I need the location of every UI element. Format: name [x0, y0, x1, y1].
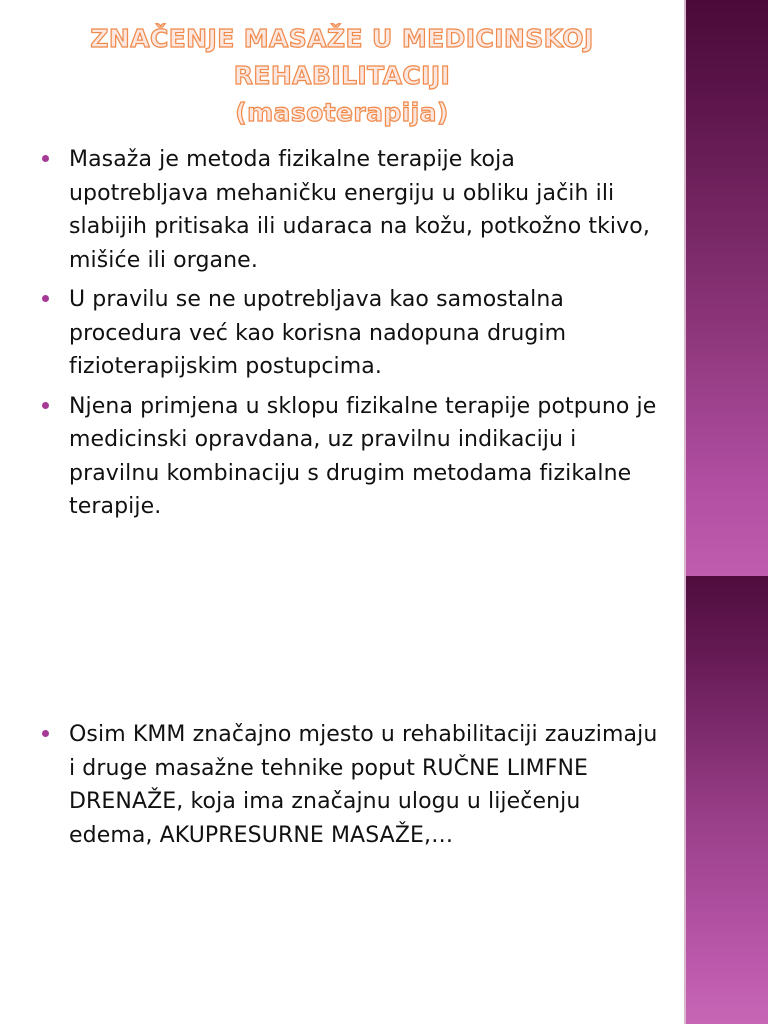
- decorative-side-band-bottom: [686, 576, 768, 1024]
- bullet-item-1: [0, 143, 684, 277]
- bullet-item-2: [0, 283, 684, 384]
- bullet-list-top: [0, 143, 684, 530]
- bullet-item-4: [0, 718, 684, 852]
- bullet-item-3: [0, 390, 684, 524]
- title-line-2: REHABILITACIJI: [233, 61, 451, 90]
- bullet-text-4: Osim KMM značajno mjesto u rehabilitaciji zauzimaju i druge masažne tehnike poput RUČNE LIMFNE DRENAŽE, koja ima značajnu ulogu u liječenju edema, AKUPRESURNE MASAŽE,…: [69, 722, 658, 848]
- title-line-1: ZNAČENJE MASAŽE U MEDICINSKOJ: [90, 24, 594, 53]
- bullet-icon: [42, 155, 49, 162]
- bullet-text-2: U pravilu se ne upotrebljava kao samostalna procedura već kao korisna nadopuna drugim fizioterapijskim postupcima.: [69, 287, 567, 379]
- bullet-text-1: Masaža je metoda fizikalne terapije koja upotrebljava mehaničku energiju u obliku jačih ili slabijih pritisaka ili udaraca na kožu, potkožno tkivo, mišiće ili organe.: [69, 147, 650, 273]
- slide-title: [0, 20, 684, 131]
- bullet-icon: [42, 402, 49, 409]
- bullet-list-bottom: [0, 718, 684, 858]
- title-line-3: (masoterapija): [235, 98, 449, 127]
- decorative-side-band-top: [686, 0, 768, 576]
- bullet-icon: [42, 295, 49, 302]
- bullet-text-3: Njena primjena u sklopu fizikalne terapije potpuno je medicinski opravdana, uz pravilnu indikaciju i pravilnu kombinaciju s drugim metodama fizikalne terapije.: [69, 393, 657, 519]
- bullet-icon: [42, 730, 49, 737]
